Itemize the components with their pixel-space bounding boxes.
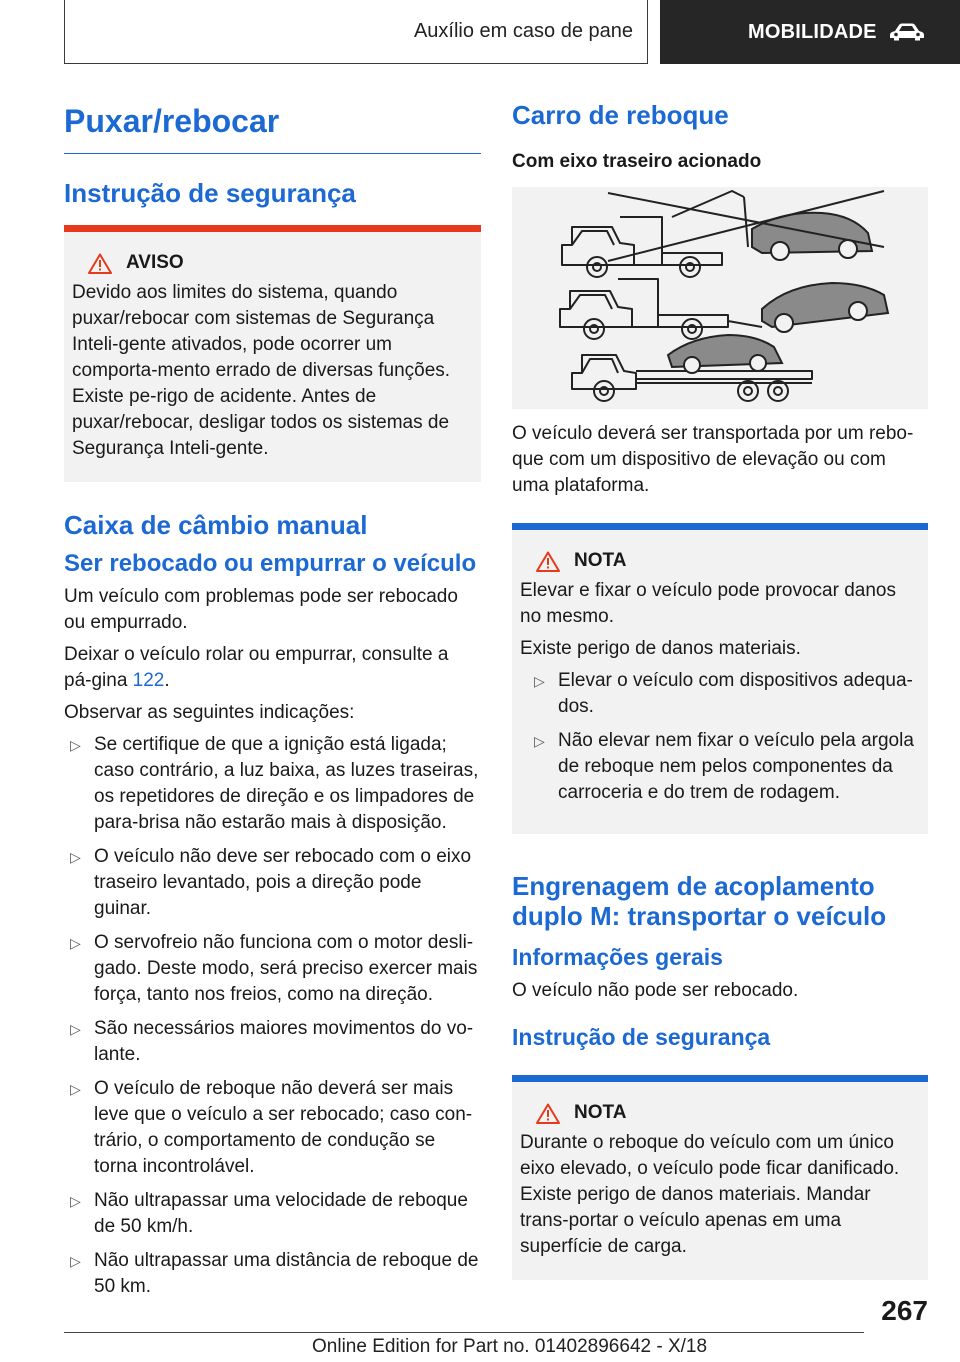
safety-heading-2: Instrução de segurança: [512, 1023, 771, 1050]
note-text: Existe perigo de danos materiais.: [520, 638, 801, 660]
triangle-bullet-icon: ▷: [70, 935, 81, 952]
paragraph-text: Deixar o veículo rolar ou empurrar, consulte a pá-gina: [64, 644, 449, 692]
triangle-bullet-icon: ▷: [70, 1253, 81, 1270]
page-title: Puxar/rebocar: [64, 96, 481, 154]
note-title: [536, 1102, 920, 1124]
note-title: [536, 550, 920, 572]
note-list: [528, 668, 920, 806]
tow-truck-illustration-icon: [512, 187, 928, 409]
warning-icon: [536, 551, 560, 572]
page-link[interactable]: 122: [132, 670, 165, 692]
note-label: NOTA: [574, 550, 627, 572]
paragraph: Um veículo com problemas pode ser rebocado ou empurrado.: [64, 586, 458, 634]
list-item: [64, 1076, 481, 1180]
list-item-text: O veículo de reboque não deverá ser mais leve que o veículo a ser rebocado; caso con-trário, o comportamento de condução se torna incontrolável.: [94, 1078, 473, 1178]
dual-clutch-heading: Engrenagem de acoplamento duplo M: transportar o veículo: [512, 871, 887, 932]
right-column: [512, 96, 928, 1280]
note-label: NOTA: [574, 1102, 627, 1124]
triangle-bullet-icon: ▷: [70, 1193, 81, 1210]
note-box: [512, 523, 928, 834]
list-item: [64, 1188, 481, 1240]
triangle-bullet-icon: ▷: [70, 1081, 81, 1098]
list-item: [64, 732, 481, 836]
list-item-text: Elevar o veículo com dispositivos adequa-dos.: [558, 670, 913, 718]
warning-icon: [536, 1103, 560, 1124]
triangle-bullet-icon: ▷: [534, 673, 545, 690]
list-item: [64, 930, 481, 1008]
note-text: Elevar e fixar o veículo pode provocar danos no mesmo.: [520, 580, 896, 628]
footer-divider: [64, 1332, 864, 1333]
list-item-text: São necessários maiores movimentos do vo-lante.: [94, 1018, 474, 1066]
note-text: Durante o reboque do veículo com um único eixo elevado, o veículo pode ficar danificado. Existe perigo de danos materiais. Mandar trans-portar o veículo apenas em uma superfície de carga.: [520, 1132, 900, 1258]
header-section: [64, 0, 648, 64]
car-icon: [889, 22, 925, 42]
list-item: [528, 728, 920, 806]
instruction-list: [64, 732, 481, 1300]
list-item-text: Não ultrapassar uma distância de reboque de 50 km.: [94, 1250, 479, 1298]
list-item: [528, 668, 920, 720]
paragraph: O veículo deverá ser transportada por um rebo-que com um dispositivo de elevação ou com uma plataforma.: [512, 423, 914, 497]
warning-text: Devido aos limites do sistema, quando puxar/rebocar com sistemas de Segurança Inteli-gente ativados, pode ocorrer um comporta-mento errado de diversas funções. Existe pe-rigo de acidente. Antes de puxar/rebocar, desligar todos os sistemas de Segurança Inteli-gente.: [72, 282, 451, 460]
manual-gearbox-heading: Caixa de câmbio manual: [64, 510, 368, 541]
list-item-text: Se certifique de que a ignição está ligada; caso contrário, a luz baixa, as luzes traseiras, os repetidores de direção e os limpadores de para-brisa não estarão mais à disposição.: [94, 734, 479, 834]
header-chapter: [660, 0, 960, 64]
note-box-2: [512, 1075, 928, 1280]
triangle-bullet-icon: ▷: [534, 733, 545, 750]
tow-car-heading: Carro de reboque: [512, 100, 729, 130]
header-chapter-label: MOBILIDADE: [748, 20, 877, 43]
list-item-text: Não ultrapassar uma velocidade de reboque de 50 km/h.: [94, 1190, 468, 1238]
list-item-text: O servofreio não funciona com o motor desli-gado. Deste modo, será preciso exercer mais força, tanto nos freios, como na direção.: [94, 932, 478, 1006]
list-item: [64, 1016, 481, 1068]
warning-icon: [88, 253, 112, 274]
towing-illustration: [512, 187, 928, 409]
list-item: [64, 1248, 481, 1300]
tow-push-heading: Ser rebocado ou empurrar o veículo: [64, 549, 477, 577]
warning-box: [64, 225, 481, 482]
list-item: [64, 844, 481, 922]
paragraph-with-link: [64, 642, 481, 694]
paragraph: O veículo não pode ser rebocado.: [512, 979, 799, 1001]
warning-label: AVISO: [126, 252, 184, 274]
paragraph-end: .: [164, 670, 170, 692]
warning-title: [88, 252, 473, 274]
list-item-text: O veículo não deve ser rebocado com o eixo traseiro levantado, pois a direção pode guinar.: [94, 846, 472, 920]
rear-axle-heading: Com eixo traseiro acionado: [512, 151, 762, 173]
header-section-label: Auxílio em caso de pane: [413, 20, 633, 42]
left-column: [64, 96, 481, 1308]
triangle-bullet-icon: ▷: [70, 737, 81, 754]
list-item-text: Não elevar nem fixar o veículo pela argola de reboque nem pelos componentes da carroceria e do trem de rodagem.: [558, 730, 914, 804]
triangle-bullet-icon: ▷: [70, 1021, 81, 1038]
paragraph: Observar as seguintes indicações:: [64, 702, 355, 724]
footer-edition: Online Edition for Part no. 01402896642 - X/18: [312, 1336, 708, 1357]
general-info-heading: Informações gerais: [512, 943, 723, 970]
safety-heading: Instrução de segurança: [64, 178, 356, 209]
triangle-bullet-icon: ▷: [70, 849, 81, 866]
page-number: 267: [881, 1295, 928, 1326]
